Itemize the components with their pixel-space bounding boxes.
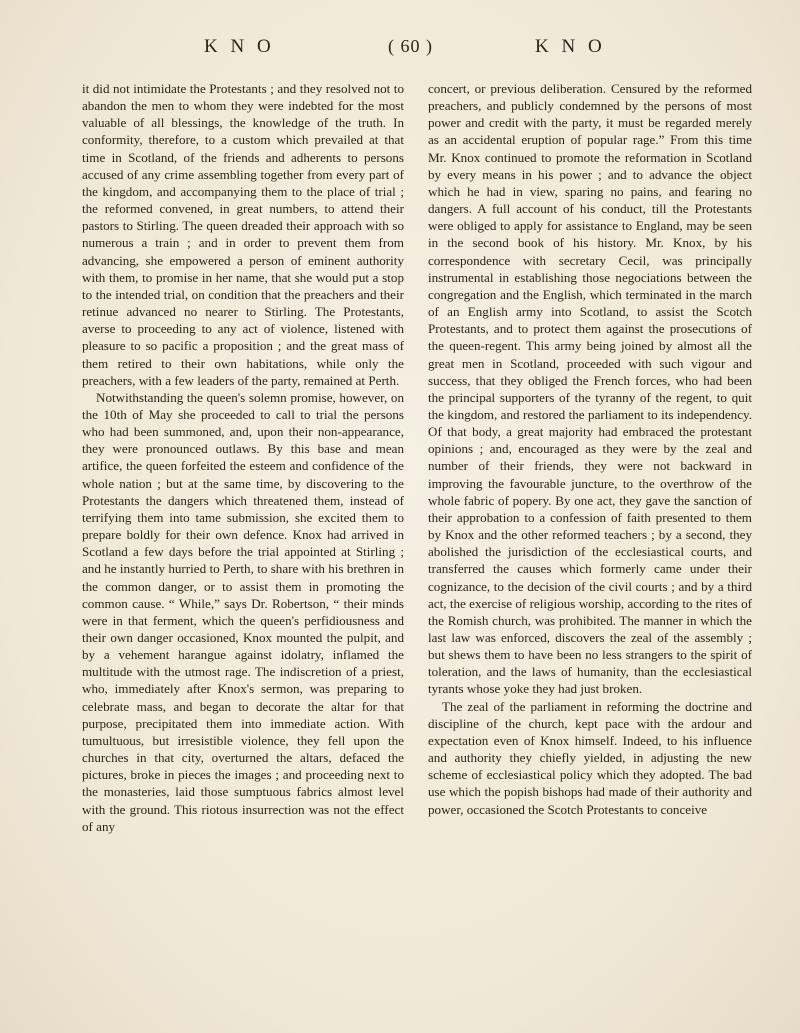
left-column bbox=[82, 80, 404, 835]
header-right-word: K N O bbox=[535, 36, 606, 57]
page-number: ( 60 ) bbox=[388, 36, 433, 56]
paragraph: Notwithstanding the queen's solemn promise, however, on the 10th of May she proceeded to call to trial the persons who had been summoned, and, upon their non-appearance, they were pronounced outlaws. By this base and mean artifice, the queen forfeited the esteem and confidence of the whole nation ; but at the same time, by discovering to the Protestants the dangers which threatened them, instead of terrifying them into tame submission, she excited them to prepare boldly for their own defence. Knox had arrived in Scotland a few days before the trial appointed at Stirling ; and he instantly hurried to Perth, to share with his brethren in the common danger, or to assist them in promoting the common cause. “ While,” says Dr. Robertson, “ their minds were in that ferment, which the queen's perfidiousness and their own danger occasioned, Knox mounted the pulpit, and by a vehement harangue against idolatry, inflamed the multitude with the utmost rage. The indiscretion of a priest, who, immediately after Knox's sermon, was preparing to celebrate mass, and began to decorate the altar for that purpose, precipitated them into immediate action. With tumultuous, but irresistible violence, they fell upon the churches in that city, overturned the altars, defaced the pictures, broke in pieces the images ; and proceeding next to the monasteries, laid those sumptuous fabrics almost level with the ground. This riotous insurrection was not the effect of any bbox=[82, 389, 404, 834]
right-column bbox=[428, 80, 752, 818]
paragraph: concert, or previous deliberation. Censured by the reformed preachers, and publicly condemned by the persons of most power and credit with the party, it must be regarded merely as an accidental eruption of popular rage.” From this time Mr. Knox continued to promote the reformation in Scotland by every means in his power ; and to advance the object which he had in view, sparing no pains, and fearing no dangers. A full account of his conduct, till the Protestants were obliged to apply for assistance to England, may be seen in the second book of his history. Mr. Knox, by his correspondence with secretary Cecil, was principally instrumental in establishing those negociations between the congregation and the English, which terminated in the march of an English army into Scotland, to assist the Scotch Protestants, and to protect them against the prosecutions of the queen-regent. This army being joined by almost all the great men in Scotland, proceeded with such vigour and success, that they obliged the French forces, who had been the principal supporters of the tyranny of the regent, to quit the kingdom, and restored the parliament to its independency. Of that body, a great majority had embraced the protestant opinions ; and, encouraged as they were by the zeal and number of their friends, they were not backward in improving the favourable juncture, to the overthrow of the whole fabric of popery. By one act, they gave the sanction of their approbation to a confession of faith presented to them by Knox and the other reformed teachers ; by a second, they abolished the jurisdiction of the ecclesiastical courts, and transferred the causes which formerly came under their cognizance, to the decision of the civil courts ; and by a third act, the exercise of religious worship, according to the rites of the Romish church, was prohibited. The manner in which the last law was enforced, discovers the zeal of the assembly ; but shews them to have been no less strangers to the spirit of toleration, and the laws of humanity, than the ecclesiastical tyrants whose yoke they had just broken. bbox=[428, 81, 752, 697]
paragraph: The zeal of the parliament in reforming the doctrine and discipline of the church, kept pace with the ardour and expectation even of Knox himself. Indeed, to his influence and authority they chiefly yielded, in adjusting the new scheme of ecclesiastical policy which they adopted. The bad use which the popish bishops had made of their authority and power, occasioned the Scotch Protestants to conceive bbox=[428, 698, 752, 817]
running-header bbox=[190, 36, 650, 62]
paragraph: it did not intimidate the Protestants ; and they resolved not to abandon the men to whom they were indebted for the most valuable of all blessings, the knowledge of the truth. In conformity, therefore, to a custom which prevailed at that time in Scotland, of the friends and adherents to persons accused of any crime assembling together from every part of the kingdom, and accompanying them to the place of trial ; the reformed convened, in great numbers, to attend their pastors to Stirling. The queen dreaded their approach with so numerous a train ; and in order to prevent them from advancing, she empowered a person of eminent authority with them, to promise in her name, that she would put a stop to the intended trial, on condition that the preachers and their retinue advanced no nearer to Stirling. The Protestants, averse to proceeding to any act of violence, listened with pleasure to so pacific a proposition ; and the great mass of them retired to their own habitations, while only the preachers, with a few leaders of the party, remained at Perth. bbox=[82, 81, 404, 388]
header-left-word: K N O bbox=[204, 36, 275, 57]
